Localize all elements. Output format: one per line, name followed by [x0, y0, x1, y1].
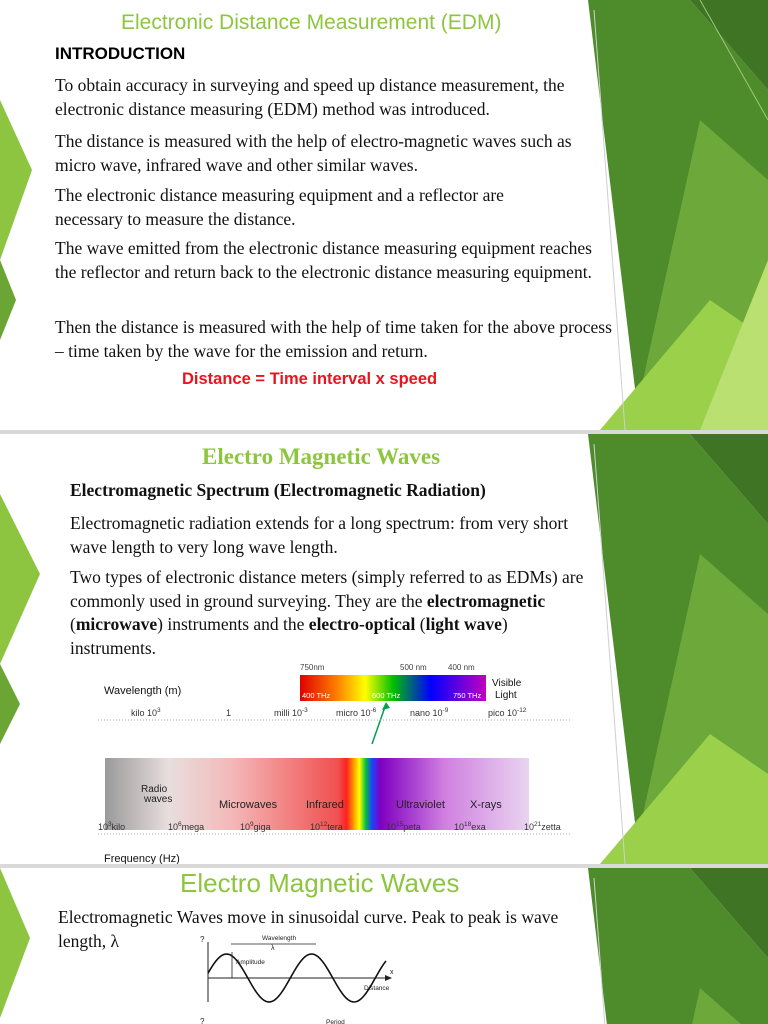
visible-light-label: Light [495, 690, 517, 701]
visible-light-label: Visible [492, 678, 522, 689]
band-label: Radio [141, 784, 168, 795]
y-axis-unknown-label: ? [200, 935, 205, 944]
microwave-term: microwave [75, 614, 158, 634]
sinusoidal-paragraph: Electromagnetic Waves move in sinusoidal curve. Peak to peak is wave length, λ [58, 907, 559, 951]
wavelength-tick-label: 1 [226, 708, 232, 718]
slide-sinusoidal-waves [0, 868, 768, 1024]
frequency-tick-label: $10^{21}zetta$ [524, 821, 561, 832]
edm-types-text: ) instruments and the [157, 614, 309, 634]
period-annotation: Period [326, 1019, 345, 1024]
edm-types-text: Two types of electronic distance meters (simply referred to as EDMs) are commonly used in ground surveying. They are the [70, 567, 584, 611]
wavelength-annotation: Wavelength [262, 935, 297, 942]
frequency-tick-label: $10^9giga$ [240, 821, 271, 832]
visible-thz-label: 400 THz [302, 691, 331, 700]
slide-title: Electro Magnetic Waves [180, 868, 460, 898]
electro-optical-term: electro-optical [308, 614, 416, 634]
light-wave-term: light wave [425, 614, 502, 634]
electromagnetic-spectrum-figure [96, 658, 572, 864]
visible-thz-label: 600 THz [372, 691, 401, 700]
spectrum-paragraph-1: Electromagnetic radiation extends for a long spectrum: from very short wave length to very long wave length. [70, 513, 569, 557]
wavelength-tick-label: nano $10^{-9}$ [410, 707, 449, 718]
slide-title: Electro Magnetic Waves [202, 444, 441, 469]
visible-thz-label: 750 THz [453, 691, 482, 700]
wavelength-tick-label: micro $10^{-6}$ [336, 707, 377, 718]
intro-paragraph-2: The distance is measured with the help of electro-magnetic waves such as micro wave, infrared wave and other similar waves. [55, 131, 572, 175]
band-label: Ultraviolet [396, 799, 445, 811]
wavelength-tick-label: pico $10^{-12}$ [488, 707, 527, 718]
spectrum-paragraph-2 [70, 566, 590, 660]
frequency-tick-label: $10^3kilo$ [98, 821, 126, 832]
intro-paragraph-4: The wave emitted from the electronic distance measuring equipment reaches the reflector and return back to the electronic distance measuring equipment. [55, 238, 592, 282]
band-label: Microwaves [219, 799, 278, 811]
visible-nm-label: 400 nm [448, 663, 475, 672]
wavelength-tick-label: kilo $10^3$ [131, 707, 161, 718]
band-label: X-rays [470, 799, 502, 811]
frequency-tick-label: $10^{18}exa$ [454, 821, 486, 832]
lambda-symbol: λ [271, 945, 275, 952]
visible-nm-label: 500 nm [400, 663, 427, 672]
distance-formula: Distance = Time interval x speed [182, 370, 438, 388]
wavelength-axis-label: Wavelength (m) [104, 685, 182, 697]
wavelength-tick-label: milli $10^{-3}$ [274, 707, 308, 718]
edm-types-text: ) instruments. [70, 614, 508, 658]
slide-title: Electronic Distance Measurement (EDM) [121, 11, 502, 34]
slide-electromagnetic-spectrum [0, 434, 768, 864]
edm-types-text: ( [70, 614, 76, 634]
x-axis-symbol: x [390, 969, 394, 976]
y-axis-unknown-label: ? [200, 1017, 205, 1024]
sine-wave-diagram [196, 928, 416, 1024]
band-label: waves [144, 794, 173, 805]
frequency-tick-label: $10^{12}tera$ [310, 821, 343, 832]
introduction-heading: INTRODUCTION [55, 44, 186, 63]
intro-paragraph-1: To obtain accuracy in surveying and speed up distance measurement, the electronic distance measuring (EDM) method was introduced. [55, 75, 565, 119]
electromagnetic-term: electromagnetic [426, 590, 546, 611]
intro-paragraph-3: The electronic distance measuring equipment and a reflector are necessary to measure the distance. [55, 185, 504, 229]
slide-introduction [0, 0, 768, 430]
amplitude-annotation: Amplitude [236, 959, 265, 966]
spectrum-heading: Electromagnetic Spectrum (Electromagnetic Radiation) [70, 480, 486, 500]
frequency-tick-label: $10^6mega$ [168, 821, 205, 832]
visible-nm-label: 750nm [300, 663, 325, 672]
band-label: Infrared [306, 799, 344, 811]
frequency-axis-label: Frequency (Hz) [104, 853, 180, 864]
intro-paragraph-5: Then the distance is measured with the help of time taken for the above process – time taken by the wave for the emission and return. [55, 317, 612, 361]
frequency-tick-label: $10^{15}peta$ [386, 821, 421, 832]
distance-axis-label: Distance [364, 985, 390, 992]
edm-types-text: ( [415, 614, 426, 634]
